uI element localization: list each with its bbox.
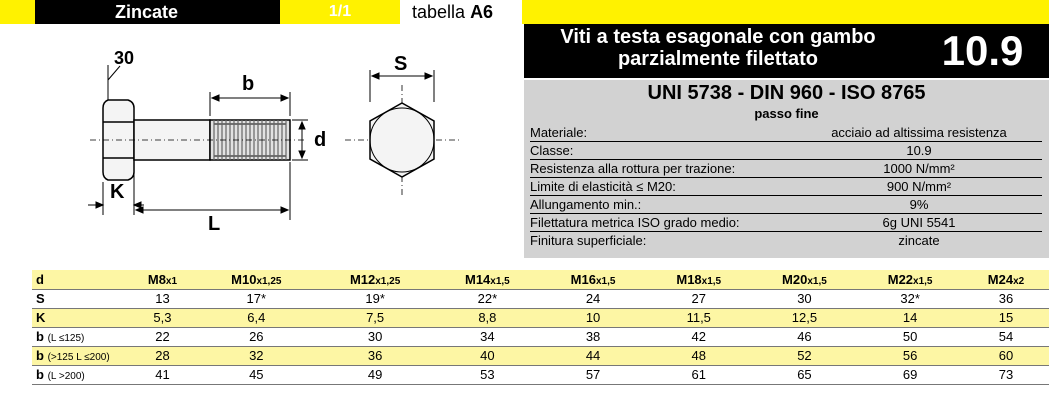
table-cell: 30 — [797, 291, 812, 306]
s-dimension-label: S — [394, 53, 408, 75]
size-header — [128, 270, 197, 289]
property-row — [530, 178, 1042, 196]
table-cell: 54 — [998, 329, 1014, 344]
table-cell: 41 — [155, 367, 170, 382]
row-range: (>125 L ≤200) — [47, 352, 110, 363]
row-header — [32, 346, 128, 365]
size-diameter: M14 — [464, 271, 491, 287]
table-row — [32, 308, 1049, 327]
table-cell: 13 — [155, 291, 170, 306]
table-cell: 30 — [367, 329, 383, 344]
table-cell: 50 — [902, 329, 918, 344]
property-row — [530, 124, 1042, 142]
row-header — [32, 365, 128, 384]
table-cell: 22 — [155, 329, 170, 344]
size-diameter: M12 — [349, 271, 376, 287]
property-label: Classe: — [530, 143, 574, 158]
table-cell: 45 — [249, 367, 264, 382]
size-header — [857, 270, 963, 289]
table-word: tabella — [412, 2, 466, 22]
table-cell: 42 — [691, 329, 706, 344]
thread-type-subtitle: passo fine — [754, 106, 819, 121]
size-header — [540, 270, 646, 289]
table-reference — [400, 0, 522, 24]
table-cell: 14 — [902, 310, 918, 325]
row-range: (L ≤125) — [47, 333, 85, 344]
property-row — [530, 214, 1042, 232]
table-cell: 36 — [998, 291, 1014, 306]
table-cell: 65 — [797, 367, 812, 382]
size-diameter: M10 — [231, 271, 257, 287]
property-label: Materiale: — [530, 125, 588, 140]
product-title — [524, 26, 912, 70]
table-cell: 28 — [155, 348, 170, 363]
hex-head-end-view — [370, 103, 434, 177]
property-value: acciaio ad altissima resistenza — [831, 125, 1007, 140]
size-pitch: x1 — [165, 275, 178, 287]
table-cell: 11,5 — [686, 310, 711, 325]
standards-heading: UNI 5738 - DIN 960 - ISO 8765 — [647, 82, 926, 104]
page-number: 1/1 — [328, 3, 352, 20]
title-box — [524, 24, 1049, 78]
size-pitch: x2 — [1013, 275, 1025, 287]
table-cell: 48 — [691, 348, 706, 363]
size-pitch: x1,5 — [595, 275, 616, 287]
property-value: 900 N/mm² — [886, 179, 952, 194]
table-cell: 19* — [365, 291, 385, 306]
size-header — [197, 270, 316, 289]
table-cell: 44 — [585, 348, 601, 363]
size-diameter: M20 — [782, 271, 808, 287]
table-row — [32, 346, 1049, 365]
row-symbol: b — [36, 367, 44, 382]
dimensions-table — [32, 270, 1049, 385]
size-pitch: x1,25 — [375, 275, 401, 287]
header-symbol: d — [36, 271, 44, 287]
table-cell: 56 — [902, 348, 918, 363]
table-cell: 26 — [249, 329, 264, 344]
specification-box — [524, 80, 1049, 258]
property-row — [530, 232, 1042, 250]
table-cell: 49 — [367, 367, 383, 382]
table-cell: 61 — [691, 367, 706, 382]
row-symbol: K — [36, 310, 46, 325]
property-value: 6g UNI 5541 — [882, 215, 956, 230]
table-cell: 6,4 — [247, 310, 266, 325]
table-cell: 57 — [585, 367, 601, 382]
property-row — [530, 196, 1042, 214]
table-cell: 5,3 — [153, 310, 172, 325]
property-label: Limite di elasticità ≤ M20: — [530, 179, 676, 194]
table-cell: 69 — [902, 367, 918, 382]
size-header — [435, 270, 541, 289]
row-symbol: b — [36, 348, 44, 363]
table-cell: 17* — [246, 291, 267, 306]
angle-label: 30 — [114, 48, 135, 68]
table-cell: 53 — [480, 367, 495, 382]
table-cell: 32 — [249, 348, 264, 363]
table-cell: 40 — [480, 348, 495, 363]
table-cell: 60 — [998, 348, 1014, 363]
size-pitch: x1,5 — [807, 275, 827, 287]
row-range: (L >200) — [47, 371, 85, 382]
property-label: Allungamento min.: — [530, 197, 642, 212]
size-diameter: M24 — [987, 271, 1014, 287]
property-value: 9% — [909, 197, 929, 212]
table-cell: 34 — [480, 329, 495, 344]
table-cell: 32* — [900, 291, 920, 306]
bolt-drawing — [70, 40, 490, 250]
row-header — [32, 327, 128, 346]
table-header-row — [32, 270, 1049, 289]
product-title-line1: Viti a testa esagonale con gambo — [560, 26, 876, 48]
table-cell: 24 — [585, 291, 601, 306]
property-value: zincate — [898, 233, 940, 248]
d-dimension-label: d — [314, 129, 327, 151]
size-header — [752, 270, 858, 289]
table-cell: 22* — [477, 291, 498, 306]
properties-list — [530, 124, 1042, 250]
table-cell: 38 — [585, 329, 601, 344]
table-cell: 46 — [797, 329, 812, 344]
row-symbol: S — [36, 291, 45, 306]
table-cell: 73 — [998, 367, 1014, 382]
category-label: Zincate — [35, 0, 280, 24]
property-row — [530, 160, 1042, 178]
row-symbol: b — [36, 329, 44, 344]
property-row — [530, 142, 1042, 160]
table-id: A6 — [470, 2, 494, 22]
property-label: Finitura superficiale: — [530, 233, 647, 248]
size-diameter: M22 — [887, 271, 914, 287]
size-header — [963, 270, 1049, 289]
l-dimension-label: L — [208, 213, 221, 235]
size-pitch: x1,5 — [701, 275, 722, 287]
k-dimension-label: K — [110, 181, 125, 203]
property-label: Resistenza alla rottura per trazione: — [530, 161, 736, 176]
property-label: Filettatura metrica ISO grado medio: — [530, 215, 740, 230]
table-row — [32, 289, 1049, 308]
row-header — [32, 289, 128, 308]
strength-grade: 10.9 — [941, 27, 1024, 74]
table-cell: 8,8 — [478, 310, 497, 325]
product-title-line2: parzialmente filettato — [617, 48, 819, 70]
table-row — [32, 365, 1049, 384]
size-header — [316, 270, 435, 289]
size-header — [646, 270, 752, 289]
property-value: 1000 N/mm² — [883, 161, 955, 176]
table-cell: 27 — [691, 291, 706, 306]
table-cell: 36 — [367, 348, 383, 363]
table-cell: 15 — [998, 310, 1014, 325]
size-diameter: M8 — [147, 271, 166, 287]
table-row — [32, 327, 1049, 346]
table-cell: 7,5 — [366, 310, 385, 325]
size-diameter: M18 — [676, 271, 702, 287]
size-pitch: x1,25 — [256, 275, 282, 287]
table-cell: 52 — [797, 348, 812, 363]
property-value: 10.9 — [906, 143, 932, 158]
row-header — [32, 308, 128, 327]
size-diameter: M16 — [570, 271, 596, 287]
table-cell: 12,5 — [791, 310, 818, 325]
table-cell: 10 — [585, 310, 601, 325]
b-dimension-label: b — [242, 73, 255, 95]
size-pitch: x1,5 — [913, 275, 933, 287]
size-pitch: x1,5 — [490, 275, 510, 287]
